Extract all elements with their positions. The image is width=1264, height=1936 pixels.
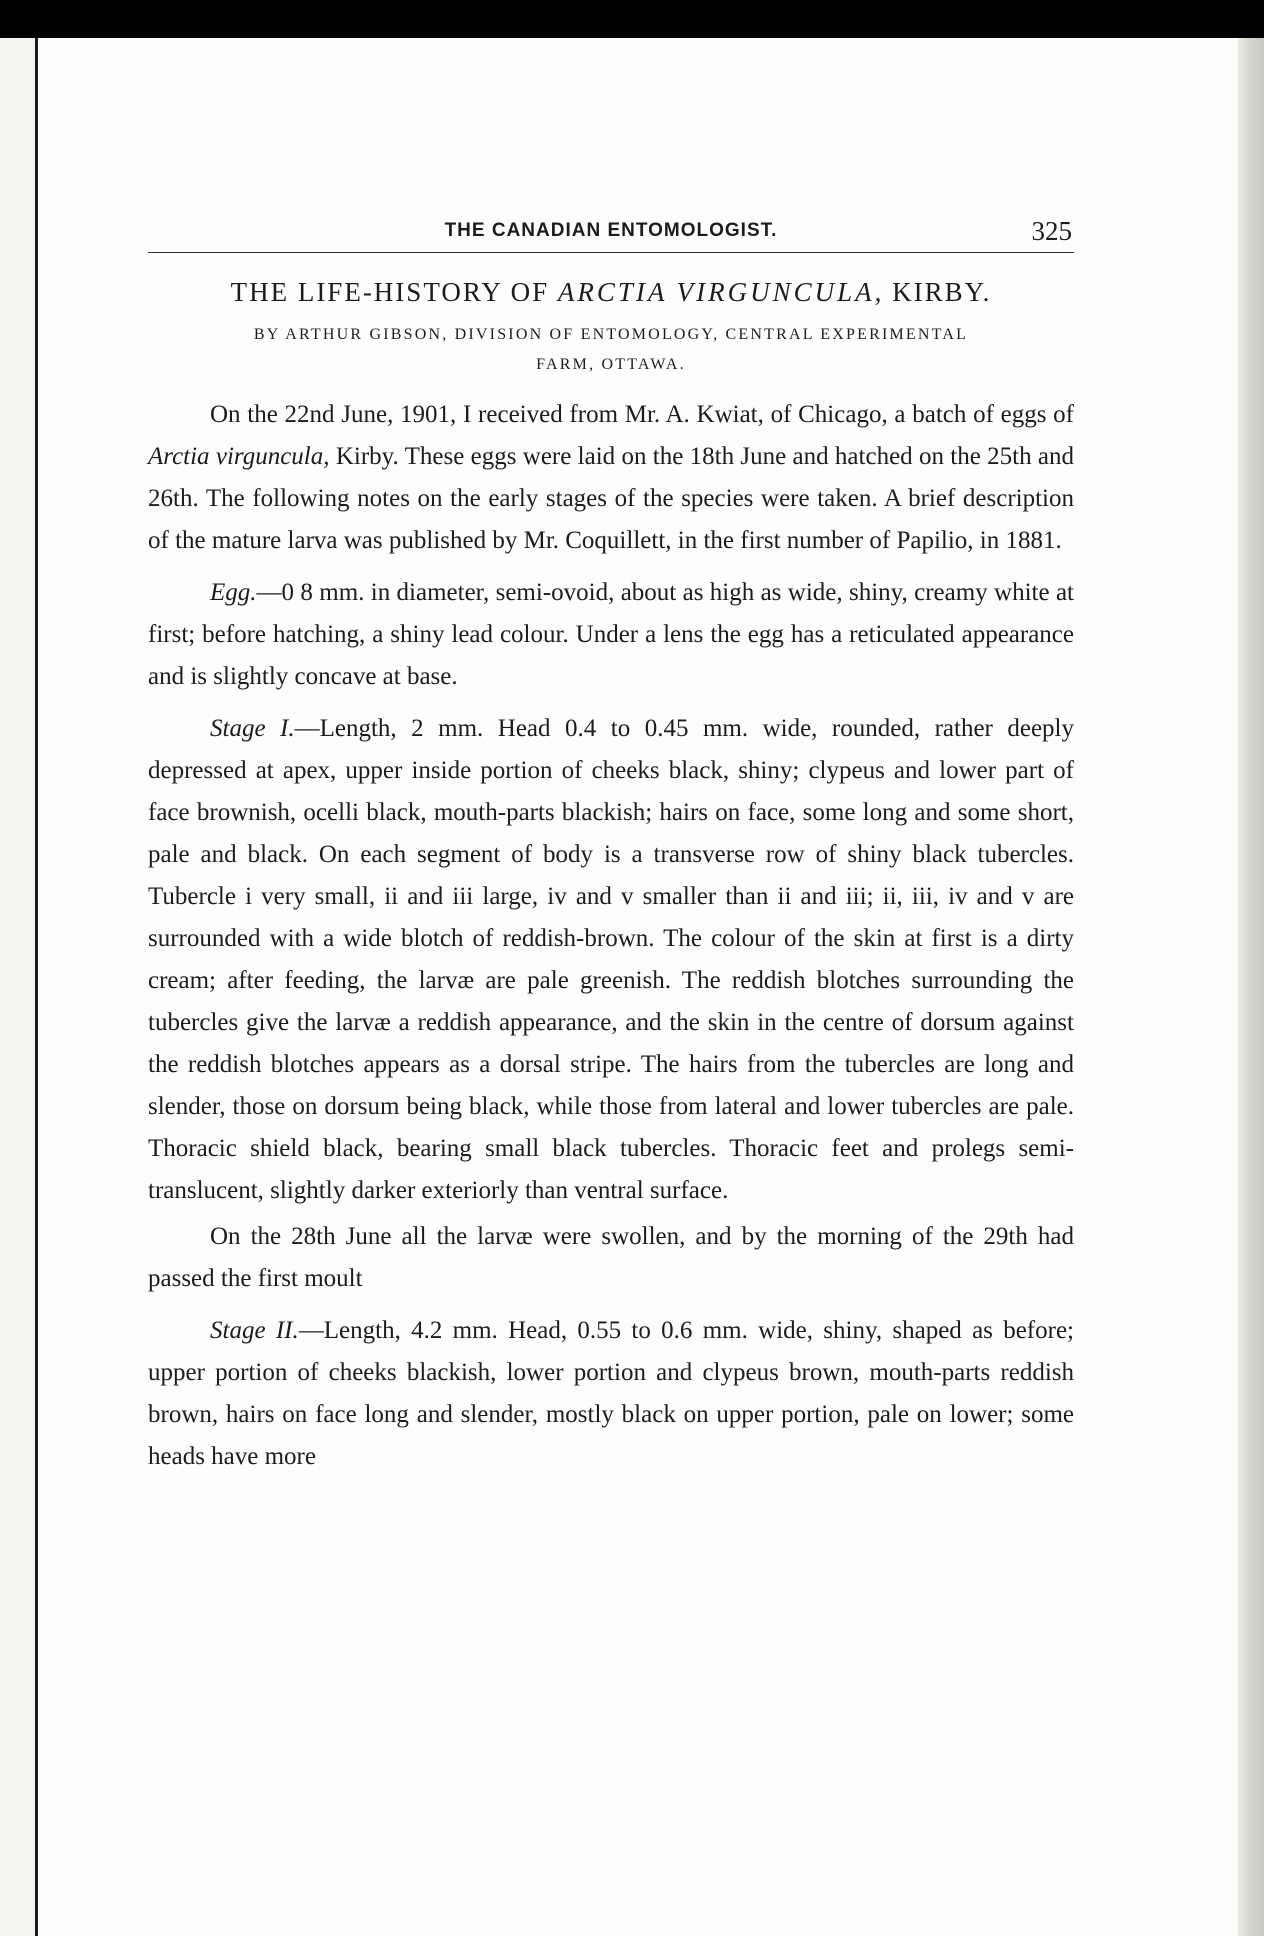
- paragraph-egg: [148, 572, 1074, 698]
- paragraph-stage-2: [148, 1310, 1074, 1478]
- title-suffix: , KIRBY.: [874, 277, 992, 307]
- stage-2-text: —Length, 4.2 mm. Head, 0.55 to 0.6 mm. wide, shiny, shaped as before; upper portion of cheeks blackish, lower portion and clypeus brown, mouth-parts reddish brown, hairs on face long and slender, mostly black on upper portion, pale on lower; some heads have more: [148, 1317, 1074, 1470]
- intro-text-1: On the 22nd June, 1901, I received from Mr. A. Kwiat, of Chicago, a batch of eggs of: [210, 401, 1074, 428]
- stage-2-label: Stage II.: [210, 1317, 299, 1344]
- page-number: 325: [1031, 216, 1072, 246]
- page-gutter-left: [0, 38, 38, 1936]
- paragraph-stage-1: [148, 708, 1074, 1212]
- egg-text: —0 8 mm. in diameter, semi-ovoid, about as high as wide, shiny, creamy white at first; before hatching, a shiny lead colour. Under a lens the egg has a reticulated appearance and is slightly concave at base.: [148, 579, 1074, 690]
- paragraph-intro: [148, 394, 1074, 562]
- page-edge-right: [1238, 38, 1264, 1936]
- title-species: ARCTIA VIRGUNCULA: [557, 277, 875, 307]
- article-title: [148, 277, 1074, 308]
- page-content: [148, 214, 1074, 1488]
- intro-text-2: , Kirby. These eggs were laid on the 18th June and hatched on the 25th and 26th. The following notes on the early stages of the species were taken. A brief description of the mature larva was published by Mr. Coquillett, in the first number of Papilio, in 1881.: [148, 443, 1074, 554]
- title-prefix: THE LIFE-HISTORY OF: [230, 277, 550, 307]
- byline-line-2: FARM, OTTAWA.: [536, 356, 686, 373]
- byline-line-1: BY ARTHUR GIBSON, DIVISION OF ENTOMOLOGY, CENTRAL EXPERIMENTAL: [253, 326, 969, 343]
- running-title: THE CANADIAN ENTOMOLOGIST.: [444, 220, 778, 241]
- article-body: [148, 394, 1074, 1478]
- running-header: [148, 214, 1074, 253]
- stage-1-text: —Length, 2 mm. Head 0.4 to 0.45 mm. wide, rounded, rather deeply depressed at apex, upper inside portion of cheeks black, shiny; clypeus and lower part of face brownish, ocelli black, mouth-parts blackish; hairs on face, some long and some short, pale and black. On each segment of body is a transverse row of shiny black tubercles. Tubercle i very small, ii and iii large, iv and v smaller than ii and iii; ii, iii, iv and v are surrounded with a wide blotch of reddish-brown. The colour of the skin at first is a dirty cream; after feeding, the larvæ are pale greenish. The reddish blotches surrounding the tubercles give the larvæ a reddish appearance, and the skin in the centre of dorsum against the reddish blotches appears as a dorsal stripe. The hairs from the tubercles are long and slender, those on dorsum being black, while those from lateral and lower tubercles are pale. Thoracic shield black, bearing small black tubercles. Thoracic feet and prolegs semi-translucent, slightly darker exteriorly than ventral surface.: [148, 715, 1074, 1204]
- egg-label: Egg.: [210, 579, 257, 606]
- byline: [148, 320, 1074, 380]
- stage-1-label: Stage I.: [210, 715, 295, 742]
- intro-species: Arctia virguncula: [148, 443, 324, 470]
- moult-text: On the 28th June all the larvæ were swollen, and by the morning of the 29th had passed the first moult: [148, 1223, 1074, 1292]
- paragraph-moult: [148, 1216, 1074, 1300]
